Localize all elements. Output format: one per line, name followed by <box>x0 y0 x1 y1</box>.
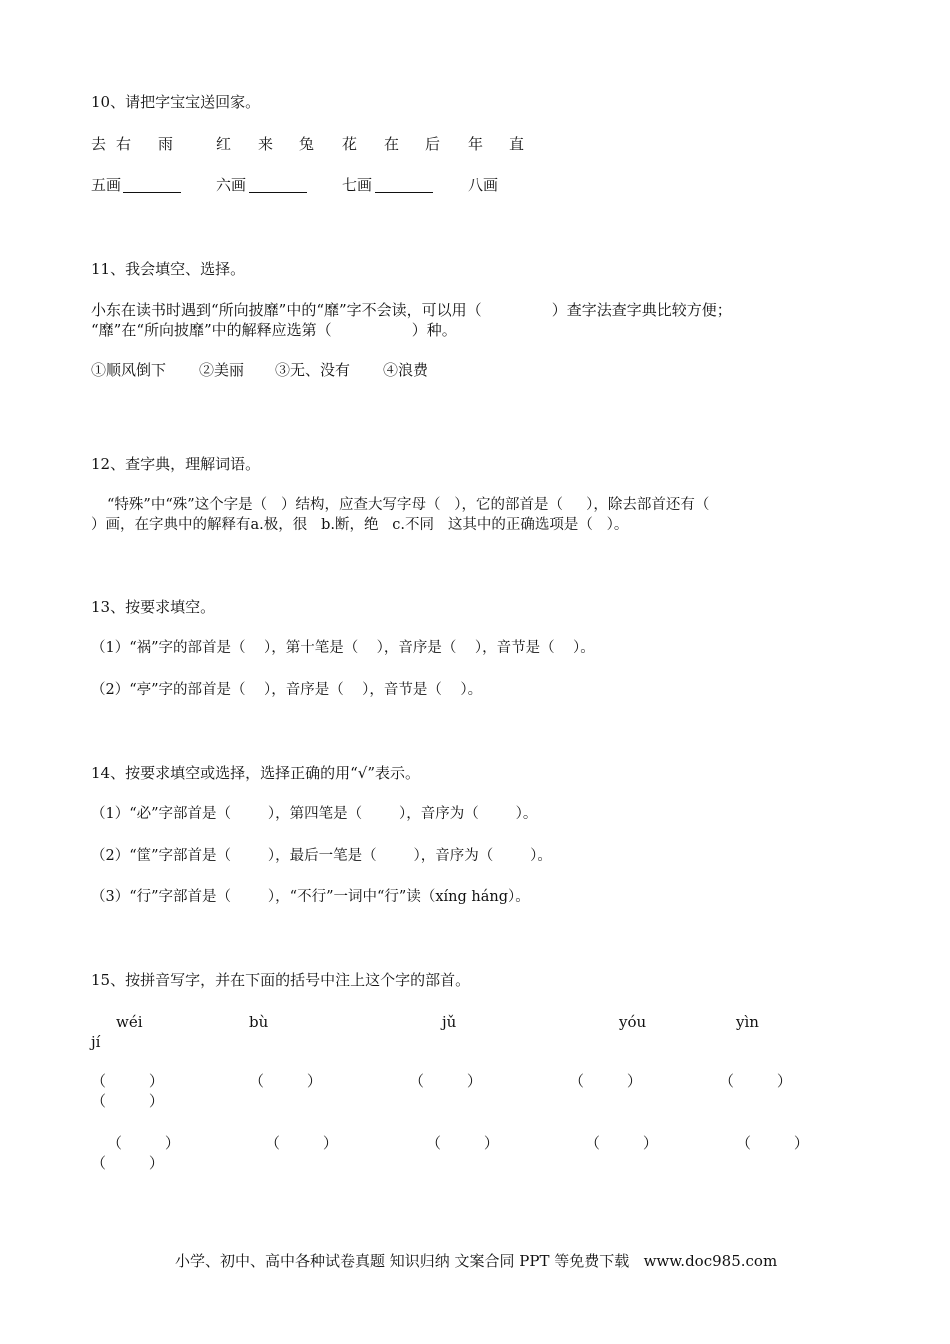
q13-item2: （2）“亭”字的部首是（ ），音序是（ ），音节是（ ）。 <box>91 682 483 698</box>
q10-char: 花 <box>342 135 358 153</box>
q12-line2: ）画，在字典中的解释有a.极，很 b.断，绝 c.不同 这其中的正确选项是（ ）。 <box>91 517 629 533</box>
q10-blank[interactable] <box>375 178 433 193</box>
q10-char: 雨 <box>158 135 174 153</box>
q15-paren[interactable]: （ ） <box>91 1092 164 1110</box>
q10-char: 去 <box>91 135 107 153</box>
q11-option: ③无、没有 <box>275 361 351 379</box>
q10-label: 七画 <box>342 176 373 194</box>
q11-line1-a: 小东在读书时遇到“所向披靡”中的“靡”字不会读，可以用（ <box>91 301 482 319</box>
q15-paren[interactable]: （ ） <box>107 1134 180 1152</box>
q15-paren[interactable]: （ ） <box>91 1072 164 1090</box>
q15-paren[interactable]: （ ） <box>569 1072 642 1090</box>
q10-label: 六画 <box>216 176 247 194</box>
q10-char: 来 <box>258 135 274 153</box>
q10-blank[interactable] <box>123 178 181 193</box>
q10-char: 直 <box>509 135 525 153</box>
q11-option: ④浪费 <box>383 361 429 379</box>
q15-paren[interactable]: （ ） <box>426 1134 499 1152</box>
q10-label: 八画 <box>468 176 499 194</box>
q10-char: 在 <box>384 135 400 153</box>
q14-item2: （2）“筐”字部首是（ ），最后一笔是（ ），音序为（ ）。 <box>91 848 552 864</box>
q15-paren[interactable]: （ ） <box>249 1072 322 1090</box>
q15-pinyin: bù <box>249 1013 269 1031</box>
q12-line1: “特殊”中“殊”这个字是（ ）结构，应查大写字母（ ），它的部首是（ ），除去部首还有（ <box>107 497 710 513</box>
q14-item3: （3）“行”字部首是（ ），“不行”一词中“行”读（xíng háng）。 <box>91 889 530 905</box>
page-footer: 小学、初中、高中各种试卷真题 知识归纳 文案合同 PPT 等免费下载 www.doc985.com <box>175 1252 778 1270</box>
q15-paren[interactable]: （ ） <box>719 1072 792 1090</box>
q10-label: 五画 <box>91 176 122 194</box>
q11-title: 11、我会填空、选择。 <box>91 260 246 278</box>
q14-item1: （1）“必”字部首是（ ），第四笔是（ ），音序为（ ）。 <box>91 806 538 822</box>
q11-line2 <box>91 320 457 340</box>
q15-pinyin: yìn <box>736 1013 759 1031</box>
q15-paren[interactable]: （ ） <box>736 1134 809 1152</box>
q11-option: ②美丽 <box>199 361 245 379</box>
q15-pinyin: yóu <box>619 1013 647 1031</box>
q11-line2-b: ）种。 <box>411 321 457 339</box>
q15-pinyin: wéi <box>116 1013 143 1031</box>
q15-pinyin: jǔ <box>442 1013 457 1031</box>
q11-line1-b: ）查字法查字典比较方便； <box>551 301 732 319</box>
q15-paren[interactable]: （ ） <box>585 1134 658 1152</box>
q15-pinyin: jí <box>91 1033 101 1051</box>
q10-blank[interactable] <box>249 178 307 193</box>
q10-char: 右 <box>116 135 132 153</box>
q15-paren[interactable]: （ ） <box>409 1072 482 1090</box>
q11-line1 <box>91 300 732 320</box>
q10-char: 年 <box>468 135 484 153</box>
q10-char: 红 <box>216 135 232 153</box>
q12-title: 12、查字典，理解词语。 <box>91 455 261 473</box>
q14-title: 14、按要求填空或选择，选择正确的用“√”表示。 <box>91 764 420 782</box>
q15-title: 15、按拼音写字，并在下面的括号中注上这个字的部首。 <box>91 971 471 989</box>
q15-paren[interactable]: （ ） <box>91 1154 164 1172</box>
q13-item1: （1）“祸”字的部首是（ ），第十笔是（ ），音序是（ ），音节是（ ）。 <box>91 640 595 656</box>
q11-option: ①顺风倒下 <box>91 361 167 379</box>
q10-title: 10、请把字宝宝送回家。 <box>91 93 261 111</box>
q10-char: 后 <box>425 135 441 153</box>
q11-line2-a: “靡”在“所向披靡”中的解释应选第（ <box>91 321 332 339</box>
q10-char: 兔 <box>299 135 315 153</box>
q15-paren[interactable]: （ ） <box>265 1134 338 1152</box>
q13-title: 13、按要求填空。 <box>91 598 216 616</box>
